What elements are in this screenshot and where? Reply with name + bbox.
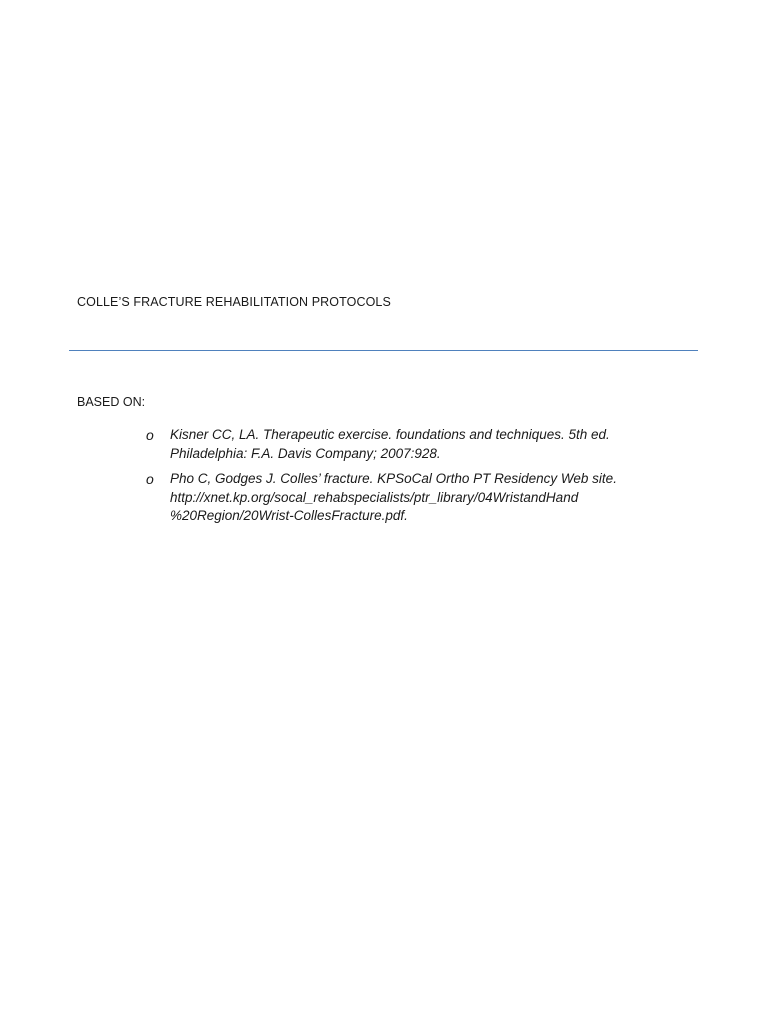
bullet-icon: o — [146, 427, 154, 443]
title-divider — [69, 350, 698, 351]
reference-item — [146, 426, 626, 463]
reference-list — [146, 426, 626, 533]
reference-link[interactable]: http://xnet.kp.org/socal_rehabspecialists/ptr_library/04WristandHand — [170, 489, 579, 505]
reference-line: Pho C, Godges J. Colles’ fracture. KPSoCal Ortho PT Residency Web site. — [170, 471, 617, 486]
document-title: COLLE’S FRACTURE REHABILITATION PROTOCOLS — [77, 295, 391, 309]
reference-line: Kisner CC, LA. Therapeutic exercise. foundations and techniques. 5th ed. — [170, 427, 610, 442]
reference-item — [146, 470, 626, 526]
based-on-label: BASED ON: — [77, 395, 146, 409]
bullet-icon: o — [146, 471, 154, 487]
reference-line: Philadelphia: F.A. Davis Company; 2007:928. — [170, 445, 441, 461]
reference-link[interactable]: %20Region/20Wrist-CollesFracture.pdf. — [170, 508, 408, 523]
